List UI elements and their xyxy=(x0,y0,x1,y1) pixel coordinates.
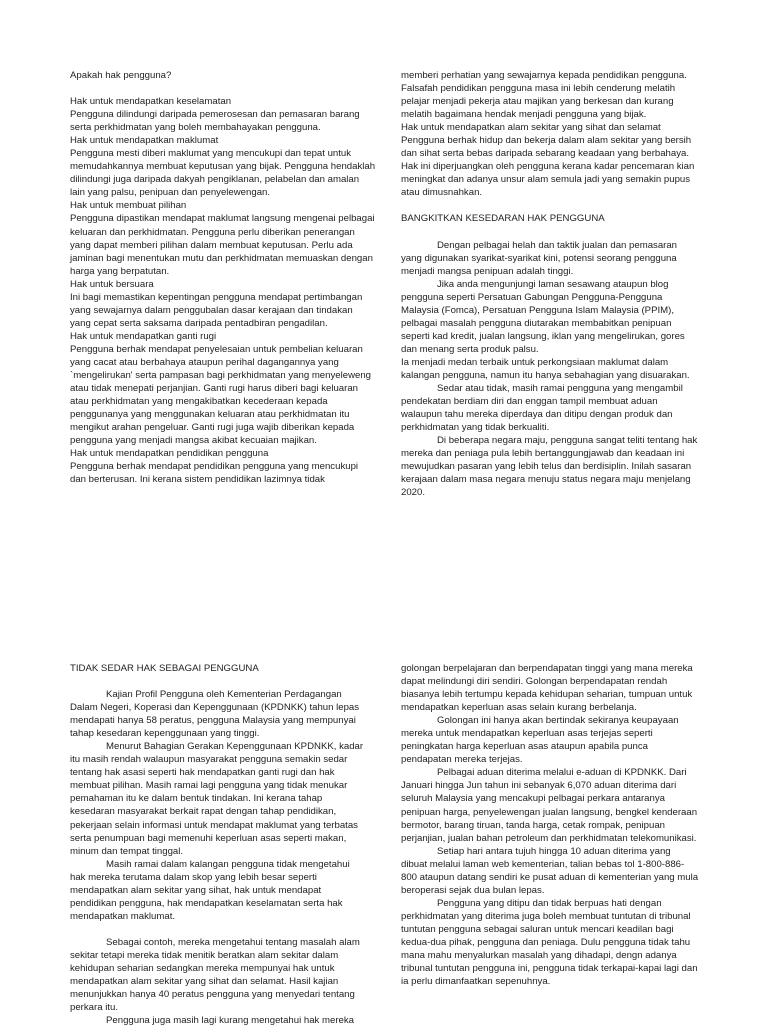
paragraph: Kajian Profil Pengguna oleh Kementerian Perdagangan Dalam Negeri, Koperasi dan Kepenggunaan (KPDNKK) tahun lepas mendapati hanya 58 peratus, pengguna Malaysia yang mempunyai tahap kesedaran kepenggunaan yang tinggi. xyxy=(70,689,360,740)
paragraph: Pengguna berhak mendapat pendidikan pengguna yang mencukupi dan berterusan. Ini kerana sistem pendidikan lazimnya tidak xyxy=(70,461,359,486)
paragraph: Ini bagi memastikan kepentingan pengguna mendapat pertimbangan yang sewajarnya dalam penggubalan dasar kerajaan dan tindakan yang cepat serta saksama daripada pentadbiran pengadilan. xyxy=(70,291,363,329)
paragraph: Golongan ini hanya akan bertindak sekiranya keupayaan mereka untuk mendapatkan keperluan asas terjejas seperti peningkatan harga keperluan asas ataupun apabila punca pendapatan mereka terjejas. xyxy=(401,715,679,766)
blank-line xyxy=(70,82,376,95)
blank-line xyxy=(70,675,364,688)
section2-right-column xyxy=(401,662,699,988)
paragraph: Hak untuk mendapatkan pendidikan pengguna xyxy=(70,448,269,460)
paragraph: Setiap hari antara tujuh hingga 10 aduan diterima yang dibuat melalui laman web kementerian, talian bebas tol 1-800-886-800 ataupun datang sendiri ke pusat aduan di kementerian yang mula beroperasi sejak dua bulan lepas. xyxy=(401,845,699,896)
paragraph: Sedar atau tidak, masih ramai pengguna yang mengambil pendekatan berdiam diri dan enggan tampil membuat aduan walaupun tahu mereka diperdaya dan ditipu dengan produk dan perkhidmatan yang tidak berkualiti. xyxy=(401,383,683,434)
paragraph: Hak untuk mendapatkan maklumat xyxy=(70,135,219,147)
blank-line xyxy=(70,923,364,936)
paragraph: Hak untuk membuat pilihan xyxy=(70,200,187,212)
paragraph: Apakah hak pengguna? xyxy=(70,70,172,81)
paragraph: Ia menjadi medan terbaik untuk perkongsiaan maklumat dalam kalangan pengguna, namun itu hanya sebahagian yang disuarakan. xyxy=(401,356,690,381)
paragraph: Hak untuk mendapatkan ganti rugi xyxy=(70,330,217,342)
blank-line xyxy=(401,199,699,212)
section1-right-column xyxy=(401,69,699,499)
paragraph: golongan berpelajaran dan berpendapatan tinggi yang mana mereka dapat melindungi diri sendiri. Golongan berpendapatan rendah biasanya lebih tertumpu kepada kehidupan seharian, tumpuan untuk mendapatkan keperluan asas selain kurang berbelanja. xyxy=(401,663,693,714)
paragraph: Masih ramai dalam kalangan pengguna tidak mengetahui hak mereka terutama dalam skop yang lebih besar seperti mendapatkan alam sekitar yang sihat, hak untuk mendapat pendidikan pengguna, hak mendapatkan keselamatan serta hak mendapatkan maklumat. xyxy=(70,858,350,922)
section1-left-column xyxy=(70,69,376,486)
paragraph: Pengguna berhak hidup dan bekerja dalam alam sekitar yang bersih dan sihat serta bebas daripada sebarang keadaan yang berbahaya. Hak ini diperjuangkan oleh pengguna kerana kadar pencemaran kian meningkat dan adanya unsur alam semula jadi yang semakin pupus atau dimusnahkan. xyxy=(401,135,695,199)
paragraph: Pengguna yang ditipu dan tidak berpuas hati dengan perkhidmatan yang diterima juga boleh membuat tuntutan di tribunal tuntutan pengguna sebagai saluran untuk mencari keadilan bagi kedua-dua pihak, pengguna dan peniaga. Dulu pengguna tidak tahu mana mahu menyalurkan masalah yang dihadapi, dengn adanya tribunal tuntutan pengguna ini, pengguna tidak terkapai-kapai lagi dan ia perlu dimanfaatkan sepenuhnya. xyxy=(401,897,698,988)
paragraph: BANGKITKAN KESEDARAN HAK PENGGUNA xyxy=(401,213,605,225)
paragraph: Sebagai contoh, mereka mengetahui tentang masalah alam sekitar tetapi mereka tidak menitik beratkan alam sekitar dalam kehidupan seharian sedangkan mereka mempunyai hak untuk mendapatkan alam sekitar yang sihat dan selamat. Hasil kajian menunjukkan hanya 40 peratus pengguna yang menyedari tentang perkara itu. xyxy=(70,936,360,1014)
paragraph: Pengguna dilindungi daripada pemerosesan dan pemasaran barang serta perkhidmatan yang boleh membahayakan pengguna. xyxy=(70,109,360,134)
paragraph: Pengguna dipastikan mendapat maklumat langsung mengenai pelbagai keluaran dan perkhidmatan. Pengguna perlu diberikan penerangan yang dapat memberi pilihan dalam membuat keputusan. Perlu ada jaminan bagi menentukan mutu dan perkhidmatan memuaskan dengan harga yang berpatutan. xyxy=(70,213,375,277)
paragraph: Hak untuk mendapatkan keselamatan xyxy=(70,96,232,108)
paragraph: memberi perhatian yang sewajarnya kepada pendidikan pengguna. Falsafah pendidikan pengguna masa ini lebih cenderung melatih pelajar menjadi pekerja atau majikan yang berkesan dan kurang melatih bagaimana hendak menjadi pengguna yang bijak. xyxy=(401,70,687,121)
paragraph: Menurut Bahagian Gerakan Kepenggunaan KPDNKK, kadar itu masih rendah walaupun masyarakat pengguna semakin sedar tentang hak asasi seperti hak mendapatkan ganti rugi dan hak membuat pilihan. Masih ramai lagi pengguna yang tidak menukar pemahaman itu ke dalam bentuk tindakan. Ini kerana tahap kesedaran masyarakat berkait rapat dengan tahap pendidikan, pekerjaan selain informasi untuk mendapat maklumat yang terbatas serta penumpuan bagi memenuhi keperluan asas seperti makan, minum dan tempat tinggal. xyxy=(70,741,364,857)
paragraph: Pengguna juga masih lagi kurang mengetahui hak mereka xyxy=(106,1015,354,1027)
paragraph: Jika anda mengunjungi laman sesawang ataupun blog pengguna seperti Persatuan Gabungan Pengguna-Pengguna Malaysia (Fomca), Persatuan Pengguna Islam Malaysia (PPIM), pelbagai masalah pengguna diutarakan membabitkan penipuan seperti kad kredit, jualan langsung, iklan yang mengelirukan, gores dan menang serta produk palsu. xyxy=(401,278,685,355)
paragraph: Pengguna berhak mendapat penyelesaian untuk pembelian keluaran yang cacat atau berbahaya ataupun perihal dagangannya yang `mengelirukan' serta pampasan bagi perkhidmatan yang menyeleweng atau tidak menepati perjanjian. Ganti rugi harus diberi bagi keluaran atau perkhidmatan yang mengakibatkan kecederaan kepada penggunanya yang menggunakan keluaran atau perkhidmatan itu mengikut arahan pengeluar. Ganti rugi juga wajib diberikan kepada pengguna yang menjadi mangsa akibat kecuaian majikan. xyxy=(70,343,372,447)
blank-line xyxy=(401,226,699,239)
paragraph: TIDAK SEDAR HAK SEBAGAI PENGGUNA xyxy=(70,663,259,674)
paragraph: Pelbagai aduan diterima melalui e-aduan di KPDNKK. Dari Januari hingga Jun tahun ini sebanyak 6,070 aduan diterima dari seluruh Malaysia yang mencakupi pelbagai perkara antaranya penipuan harga, penyelewengan jualan langsung, bengkel kenderaan bermotor, barang tiruan, tanda harga, cetak rompak, penipuan perjanjian, jualan bahan petroleum dan perkhidmatan telekomunikasi. xyxy=(401,767,698,844)
paragraph: Dengan pelbagai helah dan taktik jualan dan pemasaran yang digunakan syarikat-syarikat kini, potensi seorang pengguna menjadi mangsa penipuan adalah tinggi. xyxy=(401,239,678,277)
paragraph: Hak untuk mendapatkan alam sekitar yang sihat dan selamat xyxy=(401,122,661,134)
section2-left-column xyxy=(70,662,364,1027)
paragraph: Pengguna mesti diberi maklumat yang mencukupi dan tepat untuk memudahkannya membuat keputusan yang bijak. Pengguna hendaklah dilindungi juga daripada dakyah pengiklanan, pelabelan dan amalan lain yang palsu, penipuan dan penyelewengan. xyxy=(70,148,376,199)
paragraph: Hak untuk bersuara xyxy=(70,278,154,290)
paragraph: Di beberapa negara maju, pengguna sangat teliti tentang hak mereka dan peniaga pula lebih bertanggungjawab dan keadaan ini mewujudkan pasaran yang lebih telus dan berdisiplin. Inilah sasaran kerajaan dalam masa negara menuju status negara maju menjelang 2020. xyxy=(401,435,698,499)
